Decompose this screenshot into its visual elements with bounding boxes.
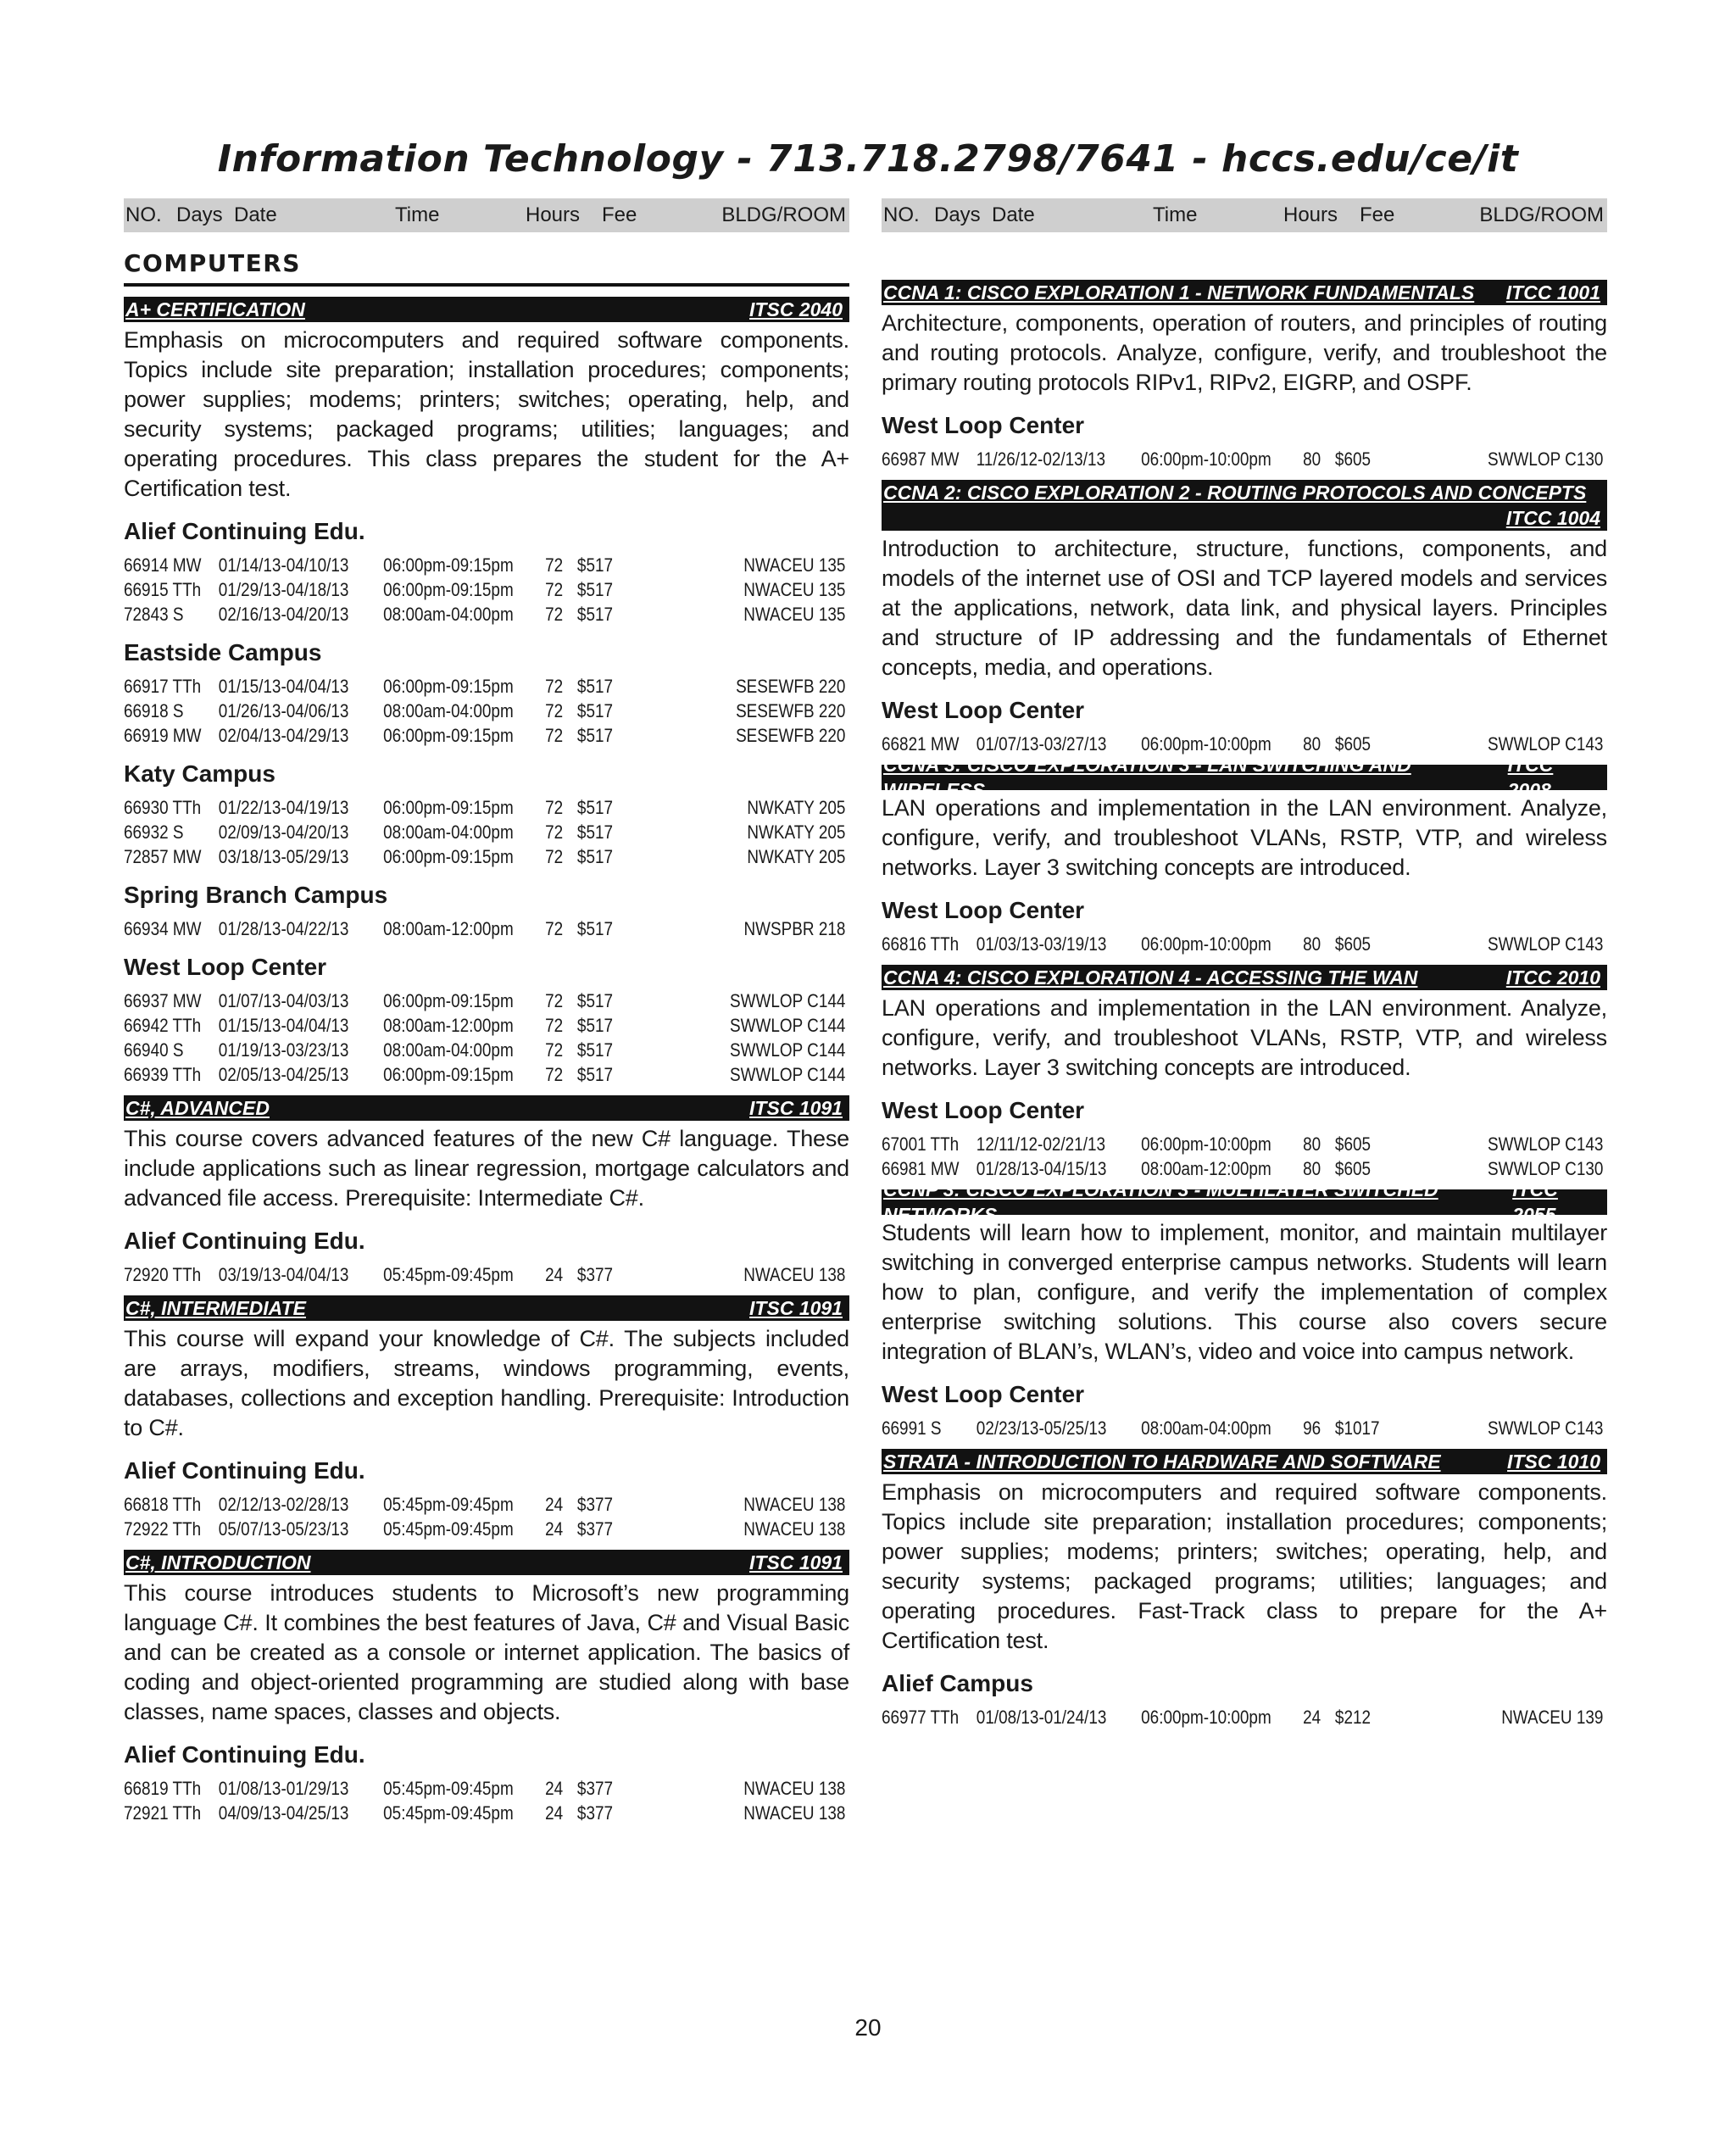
section-row	[882, 1156, 1605, 1181]
section-hours: 72	[545, 797, 564, 818]
section-time: 06:00pm-09:15pm	[383, 676, 514, 697]
section-row	[124, 1262, 848, 1287]
course-code: ITSC 1091	[749, 1551, 843, 1573]
course-header	[882, 1449, 1607, 1474]
section-hours: 72	[545, 846, 564, 867]
section-list	[882, 1416, 1607, 1440]
section-list	[124, 553, 849, 627]
section-time: 08:00am-04:00pm	[383, 821, 514, 843]
section-hours: 80	[1303, 933, 1321, 955]
section-fee: $517	[576, 1039, 614, 1061]
section-fee: $1017	[1334, 1417, 1380, 1439]
section-list	[124, 1492, 849, 1541]
header-bldg: BLDG/ROOM	[1479, 203, 1604, 226]
section-fee: $377	[576, 1802, 614, 1824]
section-fee: $605	[1334, 1133, 1372, 1155]
section-fee: $605	[1334, 933, 1372, 955]
section-date: 01/22/13-04/19/13	[218, 797, 349, 818]
section-hours: 24	[545, 1778, 564, 1799]
section-bldg-room: SWWLOP C144	[730, 1015, 846, 1036]
section-date: 02/12/13-02/28/13	[218, 1494, 349, 1515]
section-row	[124, 1013, 848, 1038]
header-fee: Fee	[602, 203, 637, 226]
section-row	[124, 602, 848, 627]
header-bldg: BLDG/ROOM	[721, 203, 846, 226]
section-row	[124, 1801, 848, 1825]
course-title: CCNA 1: CISCO EXPLORATION 1 - NETWORK FUNDAMENTALS	[883, 281, 1475, 304]
section-bldg-room: NWKATY 205	[747, 821, 846, 843]
section-row	[882, 1416, 1605, 1440]
section-fee: $605	[1334, 1158, 1372, 1179]
section-list	[124, 674, 849, 748]
section-row	[124, 699, 848, 723]
course-title: STRATA - INTRODUCTION TO HARDWARE AND SOFTWARE	[883, 1451, 1441, 1473]
section-row	[124, 1776, 848, 1801]
section-bldg-room: SESEWFB 220	[736, 725, 846, 746]
section-hours: 96	[1303, 1417, 1321, 1439]
section-date: 01/15/13-04/04/13	[218, 1015, 349, 1036]
section-number: 72857 MW	[124, 846, 202, 867]
section-time: 05:45pm-09:45pm	[383, 1518, 514, 1540]
course-code: ITCC 2055	[1512, 1178, 1558, 1226]
section-date: 01/07/13-03/27/13	[976, 733, 1107, 755]
location-name: West Loop Center	[882, 697, 1085, 723]
section-date: 01/19/13-03/23/13	[218, 1039, 349, 1061]
course-header	[882, 1178, 1607, 1226]
section-list	[882, 1705, 1607, 1729]
section-number: 66939 TTh	[124, 1064, 202, 1085]
section-time: 06:00pm-10:00pm	[1141, 1133, 1271, 1155]
section-number: 67001 TTh	[882, 1133, 960, 1155]
section-fee: $517	[576, 604, 614, 625]
section-time: 06:00pm-10:00pm	[1141, 733, 1271, 755]
section-date: 01/03/13-03/19/13	[976, 933, 1107, 955]
section-time: 06:00pm-09:15pm	[383, 990, 514, 1011]
header-time: Time	[1153, 203, 1198, 226]
header-hours: Hours	[1283, 203, 1338, 226]
header-no: NO.	[125, 203, 162, 226]
right-course-list	[882, 280, 1607, 1729]
location-name: Eastside Campus	[124, 639, 322, 666]
course-description: Emphasis on microcomputers and required software components. Topics include site preparation; installation procedures; components; power supplies; modems; printers; switches; operating, help, and security systems; packaged programs; utilities; languages; and operating procedures. This class prepares the student for the A+ Certification test.	[124, 327, 849, 501]
section-number: 72843 S	[124, 604, 184, 625]
location-name: West Loop Center	[882, 1097, 1085, 1123]
location-name: Alief Continuing Edu.	[124, 518, 365, 544]
location-name: Katy Campus	[124, 760, 275, 787]
section-number: 72922 TTh	[124, 1518, 202, 1540]
section-number: 66937 MW	[124, 990, 202, 1011]
section-row	[882, 447, 1605, 471]
course-code: ITCC 1001	[1505, 281, 1600, 304]
section-date: 01/07/13-04/03/13	[218, 990, 349, 1011]
page-number: 20	[854, 2014, 882, 2041]
header-date: Date	[234, 203, 277, 226]
section-row	[124, 1517, 848, 1541]
section-time: 05:45pm-09:45pm	[383, 1778, 514, 1799]
section-bldg-room: SWWLOP C143	[1488, 1133, 1604, 1155]
section-bldg-room: SWWLOP C130	[1488, 1158, 1604, 1179]
section-time: 06:00pm-10:00pm	[1141, 448, 1271, 470]
section-bldg-room: NWACEU 135	[743, 604, 846, 625]
section-title: COMPUTERS	[124, 249, 849, 287]
section-time: 08:00am-04:00pm	[383, 604, 514, 625]
section-number: 72921 TTh	[124, 1802, 202, 1824]
section-date: 01/08/13-01/24/13	[976, 1707, 1107, 1728]
section-fee: $212	[1334, 1707, 1372, 1728]
section-bldg-room: NWACEU 135	[743, 579, 846, 600]
course-description: Introduction to architecture, structure, functions, components, and models of the internet use of OSI and TCP layered models and services at the applications, network, data link, and physical layers. Principles and structure of IP addressing and the fundamentals of Ethernet concepts, media, and operations.	[882, 536, 1607, 680]
section-number: 66932 S	[124, 821, 184, 843]
section-bldg-room: SWWLOP C144	[730, 1064, 846, 1085]
course-description: LAN operations and implementation in the LAN environment. Analyze, configure, verify, and troubleshoot VLANs, RSTP, VTP, and wireless networks. Layer 3 switching concepts are introduced.	[882, 795, 1607, 880]
section-time: 05:45pm-09:45pm	[383, 1802, 514, 1824]
section-number: 66930 TTh	[124, 797, 202, 818]
course-description: Students will learn how to implement, monitor, and maintain multilayer switching in converged enterprise campus networks. Students will learn how to plan, configure, and verify the implementation of complex enterprise switching solutions. This course also covers secure integration of BLAN’s, WLAN’s, video and voice into campus network.	[882, 1220, 1607, 1364]
location-name: Spring Branch Campus	[124, 882, 388, 908]
course-header	[124, 297, 849, 322]
course-title: C#, INTRODUCTION	[125, 1551, 311, 1573]
section-number: 66914 MW	[124, 554, 202, 576]
header-date: Date	[992, 203, 1035, 226]
section-number: 66816 TTh	[882, 933, 960, 955]
course-code: ITCC 1004	[1505, 507, 1600, 529]
course-header	[882, 280, 1607, 305]
section-number: 66919 MW	[124, 725, 202, 746]
left-column	[124, 237, 849, 1834]
header-time: Time	[395, 203, 440, 226]
section-number: 66915 TTh	[124, 579, 202, 600]
section-time: 05:45pm-09:45pm	[383, 1494, 514, 1515]
course-header	[124, 1550, 849, 1575]
section-date: 02/04/13-04/29/13	[218, 725, 349, 746]
section-row	[124, 795, 848, 820]
section-fee: $605	[1334, 448, 1372, 470]
section-row	[124, 989, 848, 1013]
section-fee: $517	[576, 700, 614, 721]
section-row	[882, 1705, 1605, 1729]
section-hours: 24	[545, 1802, 564, 1824]
section-number: 72920 TTh	[124, 1264, 202, 1285]
section-row	[124, 723, 848, 748]
header-days: Days	[176, 203, 223, 226]
section-row	[124, 916, 848, 941]
section-number: 66991 S	[882, 1417, 942, 1439]
section-number: 66977 TTh	[882, 1707, 960, 1728]
section-hours: 80	[1303, 1133, 1321, 1155]
course-code: ITCC 2008	[1507, 754, 1554, 801]
course-description: LAN operations and implementation in the LAN environment. Analyze, configure, verify, and troubleshoot VLANs, RSTP, VTP, and wireless networks. Layer 3 switching concepts are introduced.	[882, 995, 1607, 1080]
course-header	[882, 480, 1607, 531]
section-fee: $517	[576, 797, 614, 818]
header-hours: Hours	[526, 203, 581, 226]
section-hours: 72	[545, 1064, 564, 1085]
section-hours: 72	[545, 554, 564, 576]
course-code: ITSC 2040	[749, 298, 843, 320]
section-hours: 24	[545, 1494, 564, 1515]
section-bldg-room: NWKATY 205	[747, 797, 846, 818]
section-hours: 72	[545, 700, 564, 721]
section-time: 08:00am-04:00pm	[383, 1039, 514, 1061]
section-date: 02/09/13-04/20/13	[218, 821, 349, 843]
section-fee: $377	[576, 1518, 614, 1540]
section-bldg-room: NWACEU 138	[743, 1518, 846, 1540]
section-time: 08:00am-04:00pm	[383, 700, 514, 721]
section-fee: $377	[576, 1778, 614, 1799]
course-description: Emphasis on microcomputers and required software components. Topics include site preparation; installation procedures; components; power supplies; modems; printers; switches; operating, help, and security systems; packaged programs; utilities; languages; and operating procedures. Fast-Track class to prepare for the A+ Certification test.	[882, 1479, 1607, 1653]
location-name: West Loop Center	[882, 897, 1085, 923]
section-date: 01/28/13-04/22/13	[218, 918, 349, 939]
section-row	[882, 732, 1605, 756]
section-time: 05:45pm-09:45pm	[383, 1264, 514, 1285]
course-title: CCNA 2: CISCO EXPLORATION 2 - ROUTING PROTOCOLS AND CONCEPTS	[883, 482, 1587, 504]
section-date: 02/23/13-05/25/13	[976, 1417, 1107, 1439]
section-row	[124, 1492, 848, 1517]
section-date: 01/26/13-04/06/13	[218, 700, 349, 721]
course-header	[124, 1095, 849, 1121]
section-time: 08:00am-12:00pm	[1141, 1158, 1271, 1179]
course-description: This course covers advanced features of the new C# language. These include applications such as linear regression, mortgage calculators and advanced file access. Prerequisite: Intermediate C#.	[124, 1126, 849, 1211]
section-date: 02/05/13-04/25/13	[218, 1064, 349, 1085]
section-time: 06:00pm-10:00pm	[1141, 933, 1271, 955]
section-row	[882, 1132, 1605, 1156]
section-time: 08:00am-12:00pm	[383, 1015, 514, 1036]
course-title: C#, ADVANCED	[125, 1097, 270, 1119]
section-bldg-room: SWWLOP C143	[1488, 733, 1604, 755]
section-list	[124, 795, 849, 869]
section-number: 66821 MW	[882, 733, 960, 755]
section-row	[882, 932, 1605, 956]
right-column	[882, 280, 1607, 1738]
section-bldg-room: NWACEU 138	[743, 1778, 846, 1799]
location-name: Alief Continuing Edu.	[124, 1228, 365, 1254]
course-header	[882, 965, 1607, 990]
section-date: 04/09/13-04/25/13	[218, 1802, 349, 1824]
section-fee: $517	[576, 990, 614, 1011]
section-hours: 80	[1303, 733, 1321, 755]
section-hours: 80	[1303, 448, 1321, 470]
section-date: 01/14/13-04/10/13	[218, 554, 349, 576]
section-number: 66819 TTh	[124, 1778, 202, 1799]
section-time: 06:00pm-10:00pm	[1141, 1707, 1271, 1728]
location-name: West Loop Center	[124, 954, 327, 980]
section-row	[124, 1062, 848, 1087]
course-description: Architecture, components, operation of routers, and principles of routing and routing protocols. Analyze, configure, verify, and troubleshoot the primary routing protocols RIPv1, RIPv2, EIGRP, and OSPF.	[882, 310, 1607, 395]
section-list	[882, 932, 1607, 956]
section-date: 01/28/13-04/15/13	[976, 1158, 1107, 1179]
section-list	[124, 916, 849, 941]
section-fee: $517	[576, 725, 614, 746]
section-bldg-room: SWWLOP C130	[1488, 448, 1604, 470]
course-header	[124, 1295, 849, 1321]
course-description: This course will expand your knowledge of C#. The subjects included are arrays, modifiers, streams, windows programming, events, databases, collections and exception handling. Prerequisite: Introduction to C#.	[124, 1326, 849, 1440]
course-code: ITCC 2010	[1505, 966, 1600, 989]
page-title: Information Technology - 713.718.2798/7641 - hccs.edu/ce/it	[217, 137, 1519, 181]
section-bldg-room: SESEWFB 220	[736, 700, 846, 721]
section-hours: 72	[545, 579, 564, 600]
header-fee: Fee	[1360, 203, 1395, 226]
section-fee: $517	[576, 554, 614, 576]
section-hours: 24	[545, 1264, 564, 1285]
course-code: ITSC 1091	[749, 1097, 843, 1119]
section-hours: 72	[545, 1015, 564, 1036]
section-hours: 80	[1303, 1158, 1321, 1179]
section-bldg-room: SWWLOP C143	[1488, 933, 1604, 955]
section-fee: $517	[576, 1015, 614, 1036]
section-row	[124, 1038, 848, 1062]
section-row	[124, 844, 848, 869]
section-date: 03/19/13-04/04/13	[218, 1264, 349, 1285]
section-hours: 72	[545, 725, 564, 746]
section-bldg-room: NWACEU 135	[743, 554, 846, 576]
section-number: 66987 MW	[882, 448, 960, 470]
table-header-right	[882, 198, 1607, 232]
section-date: 11/26/12-02/13/13	[976, 448, 1105, 470]
section-list	[124, 1262, 849, 1287]
section-fee: $605	[1334, 733, 1372, 755]
section-list	[124, 989, 849, 1087]
section-bldg-room: NWKATY 205	[747, 846, 846, 867]
section-number: 66981 MW	[882, 1158, 960, 1179]
section-number: 66940 S	[124, 1039, 184, 1061]
course-title: A+ CERTIFICATION	[125, 298, 305, 320]
section-hours: 72	[545, 918, 564, 939]
section-bldg-room: SWWLOP C143	[1488, 1417, 1604, 1439]
section-hours: 72	[545, 821, 564, 843]
location-name: Alief Campus	[882, 1670, 1033, 1696]
section-time: 06:00pm-09:15pm	[383, 579, 514, 600]
section-fee: $517	[576, 1064, 614, 1085]
section-bldg-room: SWWLOP C144	[730, 990, 846, 1011]
section-hours: 72	[545, 676, 564, 697]
section-fee: $377	[576, 1264, 614, 1285]
location-name: West Loop Center	[882, 1381, 1085, 1407]
section-date: 03/18/13-05/29/13	[218, 846, 349, 867]
section-row	[124, 674, 848, 699]
section-number: 66942 TTh	[124, 1015, 202, 1036]
section-list	[882, 1132, 1607, 1181]
location-name: Alief Continuing Edu.	[124, 1457, 365, 1484]
section-fee: $517	[576, 579, 614, 600]
section-date: 05/07/13-05/23/13	[218, 1518, 349, 1540]
section-hours: 24	[545, 1518, 564, 1540]
section-bldg-room: SWWLOP C144	[730, 1039, 846, 1061]
section-list	[882, 447, 1607, 471]
section-date: 01/29/13-04/18/13	[218, 579, 349, 600]
section-hours: 72	[545, 1039, 564, 1061]
section-bldg-room: NWSPBR 218	[743, 918, 846, 939]
section-bldg-room: NWACEU 138	[743, 1494, 846, 1515]
table-header-left	[124, 198, 849, 232]
location-name: West Loop Center	[882, 412, 1085, 438]
section-time: 08:00am-12:00pm	[383, 918, 514, 939]
section-bldg-room: NWACEU 138	[743, 1802, 846, 1824]
course-description: This course introduces students to Microsoft’s new programming language C#. It combines the best features of Java, C# and Visual Basic and can be created as a console or internet application. The basics of coding and object-oriented programming are studied along with base classes, name spaces, classes and objects.	[124, 1580, 849, 1724]
section-date: 02/16/13-04/20/13	[218, 604, 349, 625]
course-header	[882, 754, 1607, 801]
course-code: ITSC 1091	[749, 1297, 843, 1319]
section-hours: 24	[1303, 1707, 1321, 1728]
course-title: C#, INTERMEDIATE	[125, 1297, 306, 1319]
course-title: CCNA 3: CISCO EXPLORATION 3 - LAN SWITCHING AND WIRELESS	[883, 754, 1411, 801]
section-fee: $517	[576, 676, 614, 697]
section-list	[124, 1776, 849, 1825]
section-fee: $517	[576, 846, 614, 867]
section-number: 66918 S	[124, 700, 184, 721]
section-date: 01/08/13-01/29/13	[218, 1778, 349, 1799]
course-title: CCNA 4: CISCO EXPLORATION 4 - ACCESSING THE WAN	[883, 966, 1418, 989]
header-no: NO.	[883, 203, 920, 226]
section-number: 66818 TTh	[124, 1494, 202, 1515]
section-list	[882, 732, 1607, 756]
section-time: 06:00pm-09:15pm	[383, 846, 514, 867]
section-date: 12/11/12-02/21/13	[976, 1133, 1105, 1155]
section-fee: $377	[576, 1494, 614, 1515]
section-row	[124, 577, 848, 602]
section-time: 08:00am-04:00pm	[1141, 1417, 1271, 1439]
section-number: 66917 TTh	[124, 676, 202, 697]
course-title: CCNP 3: CISCO EXPLORATION 3 - MULTILAYER SWITCHED NETWORKS	[883, 1178, 1438, 1226]
section-time: 06:00pm-09:15pm	[383, 797, 514, 818]
section-date: 01/15/13-04/04/13	[218, 676, 349, 697]
left-course-list	[124, 297, 849, 1825]
section-time: 06:00pm-09:15pm	[383, 725, 514, 746]
section-bldg-room: NWACEU 139	[1501, 1707, 1604, 1728]
section-hours: 72	[545, 604, 564, 625]
course-code: ITSC 1010	[1507, 1451, 1600, 1473]
section-time: 06:00pm-09:15pm	[383, 554, 514, 576]
section-time: 06:00pm-09:15pm	[383, 1064, 514, 1085]
section-fee: $517	[576, 918, 614, 939]
section-fee: $517	[576, 821, 614, 843]
section-bldg-room: NWACEU 138	[743, 1264, 846, 1285]
location-name: Alief Continuing Edu.	[124, 1741, 365, 1768]
header-days: Days	[934, 203, 981, 226]
section-row	[124, 553, 848, 577]
section-row	[124, 820, 848, 844]
section-number: 66934 MW	[124, 918, 202, 939]
section-bldg-room: SESEWFB 220	[736, 676, 846, 697]
section-hours: 72	[545, 990, 564, 1011]
